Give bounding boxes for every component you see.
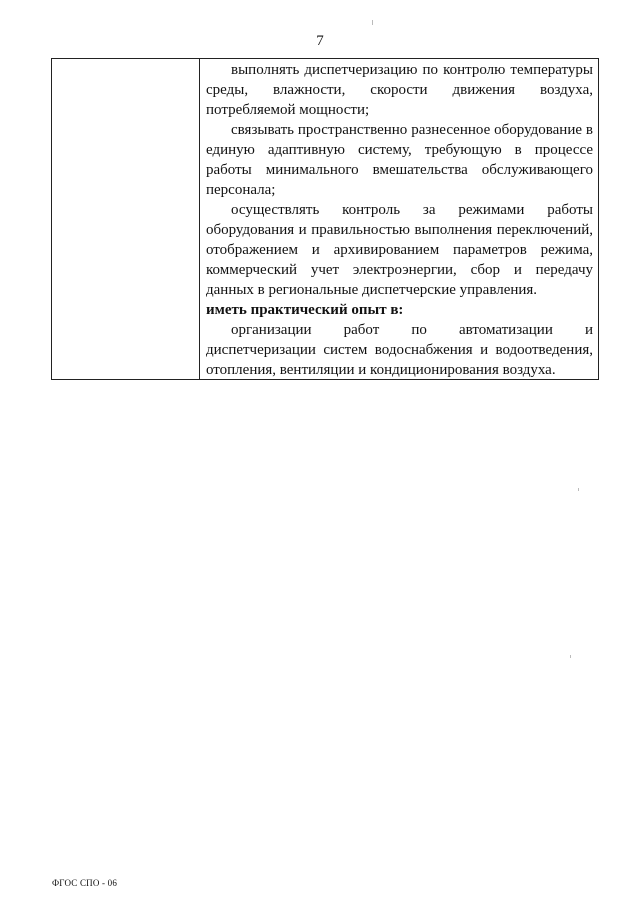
competency-table [51, 58, 599, 380]
scan-speck [372, 20, 373, 25]
scan-speck [570, 655, 571, 658]
scan-speck [578, 488, 579, 491]
table-right-cell [200, 59, 598, 379]
practical-experience-heading: иметь практический опыт в: [206, 302, 404, 318]
paragraph-organization: организации работ по автоматизации и диспетчеризации систем водоснабжения и водоотведения, отопления, вентиляции и кондиционирования воздуха. [206, 322, 593, 378]
paragraph-control: осуществлять контроль за режимами работы оборудования и правильностью выполнения переключений, отображением и архивированием параметров режима, коммерческий учет электроэнергии, сбор и передачу данных в региональные диспетчерские управления. [206, 202, 593, 298]
page-number: 7 [316, 33, 324, 49]
paragraph-dispatching: выполнять диспетчеризацию по контролю температуры среды, влажности, скорости движения воздуха, потребляемой мощности; [206, 62, 593, 118]
paragraph-adaptive-system: связывать пространственно разнесенное оборудование в единую адаптивную систему, требующую в процессе работы минимального вмешательства обслуживающего персонала; [206, 122, 593, 198]
document-footer: ФГОС СПО - 06 [52, 878, 118, 888]
table-left-cell [52, 59, 200, 379]
